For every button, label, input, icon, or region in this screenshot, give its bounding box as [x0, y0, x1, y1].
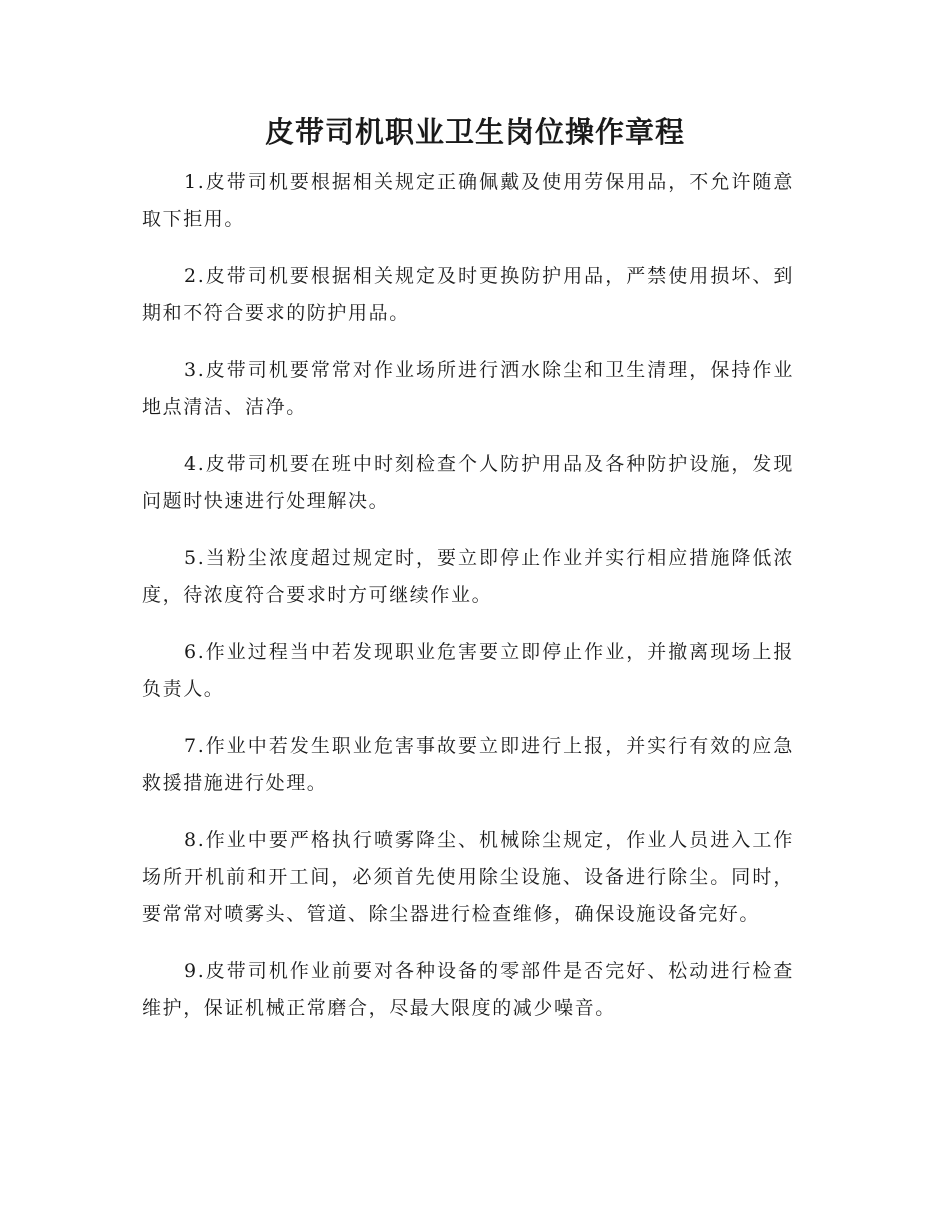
paragraph-6: 6.作业过程当中若发现职业危害要立即停止作业，并撤离现场上报负责人。	[142, 641, 794, 700]
document-title: 皮带司机职业卫生岗位操作章程	[264, 115, 685, 149]
paragraph-3: 3.皮带司机要常常对作业场所进行洒水除尘和卫生清理，保持作业地点清洁、洁净。	[142, 359, 794, 418]
document-body	[142, 164, 794, 1047]
paragraph-7: 7.作业中若发生职业危害事故要立即进行上报，并实行有效的应急救援措施进行处理。	[142, 735, 794, 794]
paragraph-1: 1.皮带司机要根据相关规定正确佩戴及使用劳保用品，不允许随意取下拒用。	[142, 171, 794, 230]
paragraph-2: 2.皮带司机要根据相关规定及时更换防护用品，严禁使用损坏、到期和不符合要求的防护用品。	[142, 265, 794, 324]
paragraph-8: 8.作业中要严格执行喷雾降尘、机械除尘规定，作业人员进入工作场所开机前和开工间，必须首先使用除尘设施、设备进行除尘。同时，要常常对喷雾头、管道、除尘器进行检查维修，确保设施设备完好。	[142, 829, 794, 925]
paragraph-4: 4.皮带司机要在班中时刻检查个人防护用品及各种防护设施，发现问题时快速进行处理解决。	[142, 453, 794, 512]
paragraph-9: 9.皮带司机作业前要对各种设备的零部件是否完好、松动进行检查维护，保证机械正常磨合，尽最大限度的减少噪音。	[142, 960, 794, 1019]
paragraph-5: 5.当粉尘浓度超过规定时，要立即停止作业并实行相应措施降低浓度，待浓度符合要求时方可继续作业。	[142, 547, 794, 606]
